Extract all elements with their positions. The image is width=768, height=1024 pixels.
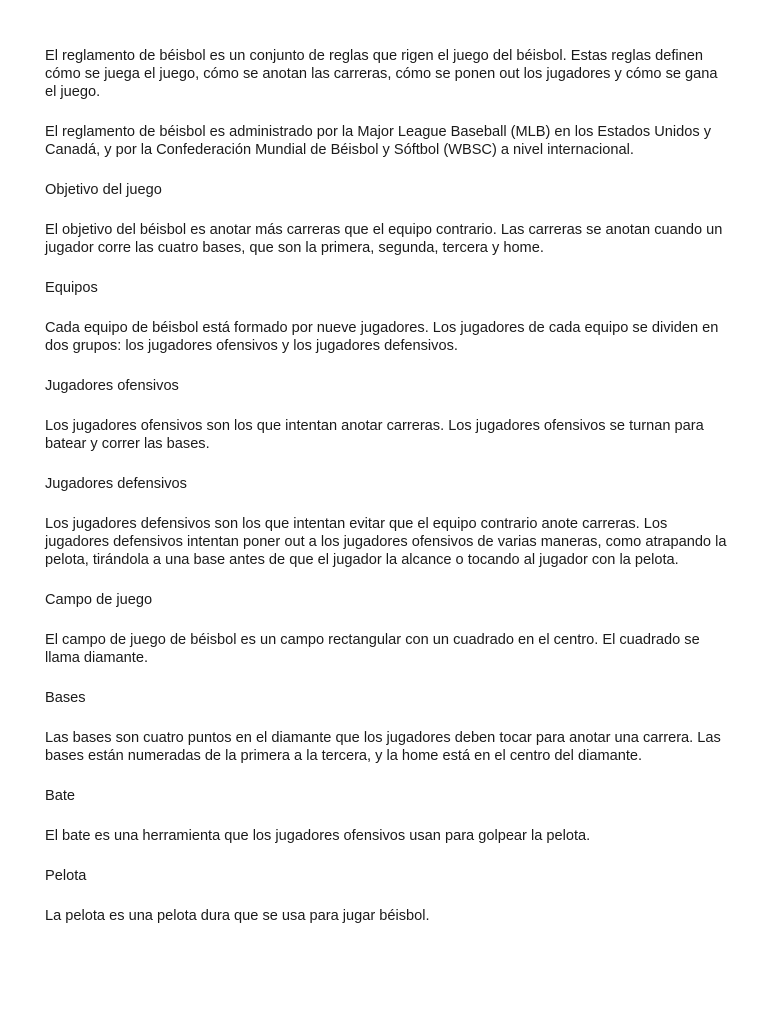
campo-paragraph: El campo de juego de béisbol es un campo rectangular con un cuadrado en el centro. El cuadrado se llama diamante. bbox=[45, 632, 700, 666]
objetivo-paragraph: El objetivo del béisbol es anotar más carreras que el equipo contrario. Las carreras se anotan cuando un jugador corre las cuatro bases, que son la primera, segunda, tercera y home. bbox=[45, 222, 723, 256]
section-heading-bate: Bate bbox=[45, 788, 76, 804]
section-heading-equipos: Equipos bbox=[45, 280, 98, 296]
document-page bbox=[45, 47, 730, 947]
intro-paragraph: El reglamento de béisbol es un conjunto de reglas que rigen el juego del béisbol. Estas reglas definen cómo se juega el juego, cómo se anotan las carreras, cómo se ponen out los jugadores y cómo se gana el juego. bbox=[45, 48, 718, 100]
section-heading-ofensivos: Jugadores ofensivos bbox=[45, 378, 179, 394]
equipos-paragraph: Cada equipo de béisbol está formado por nueve jugadores. Los jugadores de cada equipo se dividen en dos grupos: los jugadores ofensivos y los jugadores defensivos. bbox=[45, 320, 719, 354]
administration-paragraph: El reglamento de béisbol es administrado por la Major League Baseball (MLB) en los Estados Unidos y Canadá, y por la Confederación Mundial de Béisbol y Sóftbol (WBSC) a nivel internacional. bbox=[45, 124, 711, 158]
defensivos-paragraph: Los jugadores defensivos son los que intentan evitar que el equipo contrario anote carreras. Los jugadores defensivos intentan poner out a los jugadores ofensivos de varias maneras, como atrapando la pelota, tirándola a una base antes de que el jugador la alcance o tocando al jugador con la pelota. bbox=[45, 516, 727, 568]
bases-paragraph: Las bases son cuatro puntos en el diamante que los jugadores deben tocar para anotar una carrera. Las bases están numeradas de la primera a la tercera, y la home está en el centro del diamante. bbox=[45, 730, 721, 764]
section-heading-objetivo: Objetivo del juego bbox=[45, 182, 162, 198]
section-heading-pelota: Pelota bbox=[45, 868, 87, 884]
bate-paragraph: El bate es una herramienta que los jugadores ofensivos usan para golpear la pelota. bbox=[45, 828, 591, 844]
section-heading-defensivos: Jugadores defensivos bbox=[45, 476, 187, 492]
section-heading-bases: Bases bbox=[45, 690, 86, 706]
pelota-paragraph: La pelota es una pelota dura que se usa para jugar béisbol. bbox=[45, 908, 430, 924]
ofensivos-paragraph: Los jugadores ofensivos son los que intentan anotar carreras. Los jugadores ofensivos se turnan para batear y correr las bases. bbox=[45, 418, 704, 452]
section-heading-campo: Campo de juego bbox=[45, 592, 153, 608]
